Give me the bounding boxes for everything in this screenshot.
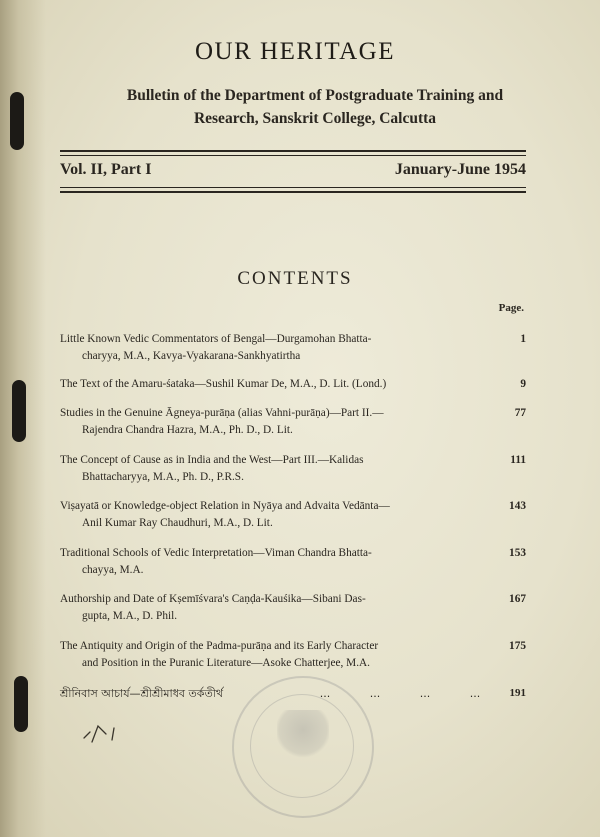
contents-entry [60,591,530,625]
leader-dot-group: ... [419,687,431,700]
entry-title-line: The Antiquity and Origin of the Padma-purāṇa and its Early Character [60,640,379,652]
entry-page-number: 9 [520,378,526,390]
entry-title-line: Studies in the Genuine Āgneya-purāṇa (alias Vahni-purāṇa)—Part II.— [60,407,384,419]
entry-title-line: Authorship and Date of Kṣemīśvara's Caṇḍa-Kauśika—Sibani Das- [60,593,366,605]
binding-hole [12,380,26,442]
binding-hole [10,92,24,150]
top-rule [60,150,526,152]
contents-entry [60,331,530,365]
volume-row [60,161,526,179]
contents-entry [60,545,530,579]
library-seal-watermark [232,676,374,818]
contents-entry [60,376,530,393]
bottom-rule [60,187,526,188]
entry-page-number: 191 [509,687,526,699]
leader-dot-group: ... [319,687,331,700]
pencil-mark [82,720,122,744]
volume-label: Vol. II, Part I [60,161,152,178]
binding-hole [14,676,28,732]
leader-dot-group: ... [369,687,381,700]
entry-page-number: 167 [509,593,526,605]
subtitle-line: Bulletin of the Department of Postgraduate Training and [126,87,504,104]
entry-author-line: chayya, M.A. [82,564,144,576]
subtitle-line: Research, Sanskrit College, Calcutta [193,110,437,127]
entry-author-line: charyya, M.A., Kavya-Vyakarana-Sankhyatirtha [82,350,301,362]
entry-title-line: শ্রীনিবাস আচার্য—শ্রীশ্রীমাধব তর্কতীর্থ [60,687,223,700]
entry-page-number: 153 [509,547,526,559]
entry-page-number: 175 [509,640,526,652]
bottom-rule [60,191,526,193]
entry-author-line: Bhattacharyya, M.A., Ph. D., P.R.S. [82,471,244,483]
entry-page-number: 1 [520,333,526,345]
bulletin-subtitle [40,84,590,130]
contents-entry [60,452,530,486]
entry-author-line: Anil Kumar Ray Chaudhuri, M.A., D. Lit. [82,517,273,529]
contents-entry [60,498,530,532]
entry-title-line: Viṣayatā or Knowledge-object Relation in Nyāya and Advaita Vedānta— [60,500,390,512]
entry-author-line: and Position in the Puranic Literature—Asoke Chatterjee, M.A. [82,657,371,669]
entry-title-line: Traditional Schools of Vedic Interpretation—Viman Chandra Bhatta- [60,547,372,559]
entry-title-line: Little Known Vedic Commentators of Bengal—Durgamohan Bhatta- [60,333,372,345]
leader-dot-group: ... [469,687,481,700]
contents-entry [60,638,530,672]
top-rule [60,155,526,156]
bulletin-title: OUR HERITAGE [194,38,395,65]
entry-page-number: 143 [509,500,526,512]
issue-date: January-June 1954 [394,161,526,178]
entry-author-line: Rajendra Chandra Hazra, M.A., Ph. D., D. Lit. [82,424,293,436]
page-column-heading: Page. [498,302,524,314]
entry-page-number: 77 [514,407,526,419]
entry-title-line: The Text of the Amaru-śataka—Sushil Kumar De, M.A., D. Lit. (Lond.) [60,378,387,390]
contents-entry [60,405,530,439]
seal-tree-emblem [277,710,329,760]
contents-heading: CONTENTS [237,268,353,289]
entry-page-number: 111 [510,454,526,466]
entry-title-line: The Concept of Cause as in India and the West—Part III.—Kalidas [60,454,364,466]
entry-author-line: gupta, M.A., D. Phil. [82,610,178,622]
